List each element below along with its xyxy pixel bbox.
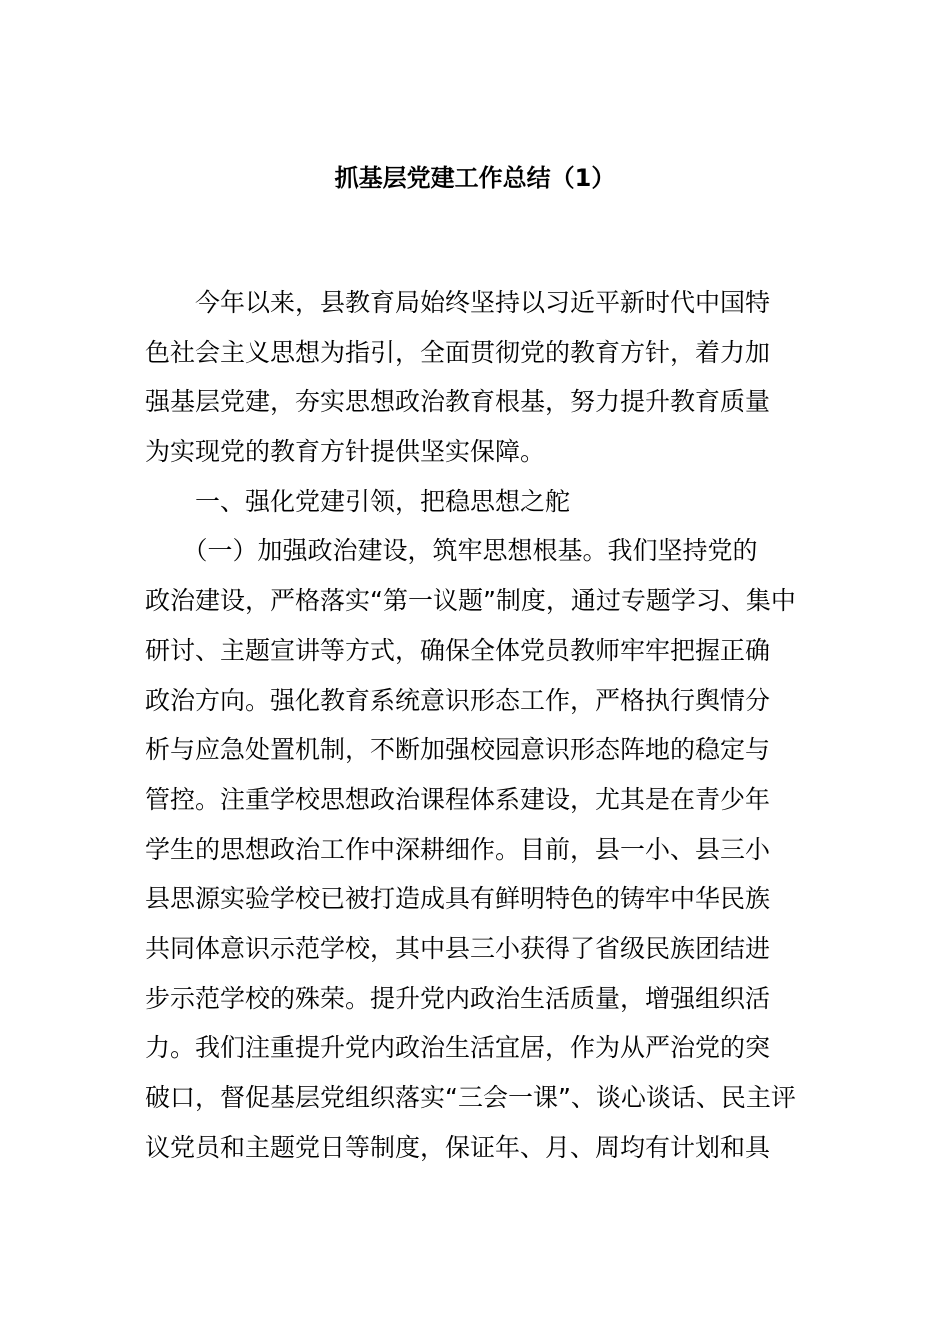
body-line: 政治方向。强化教育系统意识形态工作，严格执行舆情分 bbox=[145, 685, 771, 715]
body-line: 为实现党的教育方针提供坚实保障。 bbox=[145, 437, 546, 467]
body-line: 今年以来，县教育局始终坚持以习近平新时代中国特 bbox=[145, 288, 771, 317]
body-line: 管控。注重学校思想政治课程体系建设，尤其是在青少年 bbox=[145, 784, 771, 814]
body-line: 析与应急处置机制，不断加强校园意识形态阵地的稳定与 bbox=[145, 735, 771, 765]
body-line: 力。我们注重提升党内政治生活宜居，作为从严治党的突 bbox=[145, 1033, 771, 1063]
document-body bbox=[145, 278, 807, 1172]
body-line: 一、强化党建引领，把稳思想之舵 bbox=[145, 486, 571, 516]
body-line: 步示范学校的殊荣。提升党内政治生活质量，增强组织活 bbox=[145, 983, 771, 1013]
body-line: 破口，督促基层党组织落实“三会一课”、谈心谈话、民主评 bbox=[145, 1083, 796, 1112]
body-line: 学生的思想政治工作中深耕细作。目前，县一小、县三小 bbox=[145, 834, 771, 864]
body-line: 色社会主义思想为指引，全面贯彻党的教育方针，着力加 bbox=[145, 337, 771, 367]
body-line: 共同体意识示范学校，其中县三小获得了省级民族团结进 bbox=[145, 933, 771, 963]
document-title: 抓基层党建工作总结（1） bbox=[334, 164, 616, 192]
body-line: （一）加强政治建设，筑牢思想根基。我们坚持党的 bbox=[145, 536, 758, 566]
body-line: 县思源实验学校已被打造成具有鲜明特色的铸牢中华民族 bbox=[145, 884, 771, 914]
body-line: 议党员和主题党日等制度，保证年、月、周均有计划和具 bbox=[145, 1132, 771, 1162]
body-line: 强基层党建，夯实思想政治教育根基，努力提升教育质量 bbox=[145, 387, 771, 417]
body-line: 研讨、主题宣讲等方式，确保全体党员教师牢牢把握正确 bbox=[145, 635, 771, 665]
body-line: 政治建设，严格落实“第一议题”制度，通过专题学习、集中 bbox=[145, 586, 796, 616]
